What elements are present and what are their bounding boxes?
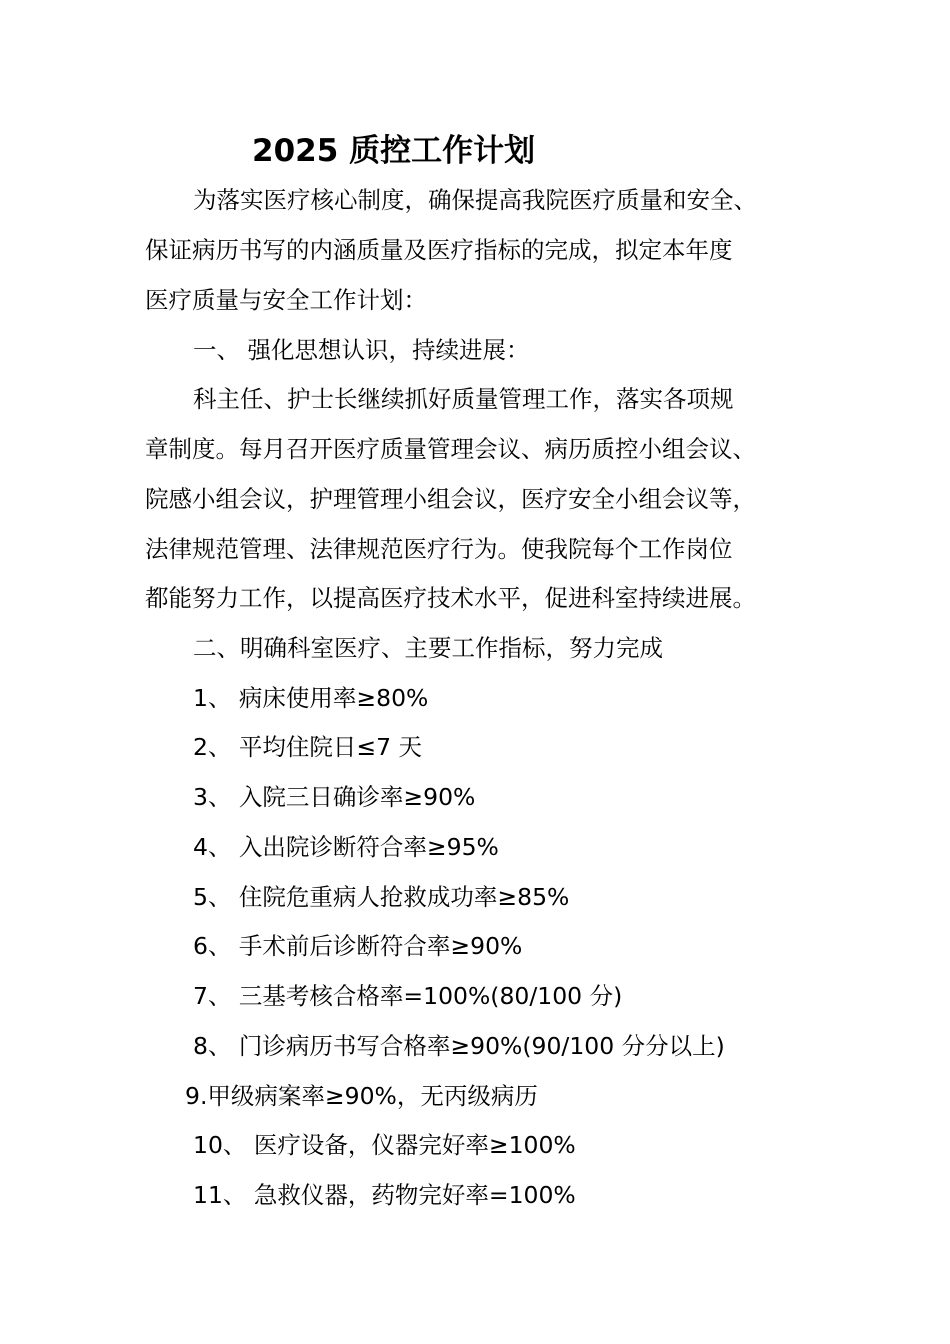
indicator-item: 4、 入出院诊断符合率≥95%: [193, 833, 499, 861]
intro-line-2: 保证病历书写的内涵质量及医疗指标的完成，拟定本年度: [145, 236, 733, 264]
section1-line-5: 都能努力工作，以提高医疗技术水平，促进科室持续进展。: [145, 584, 756, 612]
section2-heading: 二、明确科室医疗、主要工作指标，努力完成: [193, 634, 663, 662]
document-title: 2025 质控工作计划: [252, 133, 536, 169]
indicator-item: 7、 三基考核合格率=100%(80/100 分): [193, 982, 623, 1010]
indicator-item: 6、 手术前后诊断符合率≥90%: [193, 932, 523, 960]
section1-line-1: 科主任、护士长继续抓好质量管理工作，落实各项规: [193, 385, 734, 413]
indicator-item: 3、 入院三日确诊率≥90%: [193, 783, 476, 811]
indicator-item: 11、 急救仪器，药物完好率=100%: [193, 1181, 576, 1209]
section1-line-2: 章制度。每月召开医疗质量管理会议、病历质控小组会议、: [145, 435, 756, 463]
section1-line-3: 院感小组会议，护理管理小组会议，医疗安全小组会议等，: [145, 485, 756, 513]
intro-line-1: 为落实医疗核心制度，确保提高我院医疗质量和安全、: [193, 186, 757, 214]
section1-heading: 一、 强化思想认识，持续进展：: [193, 336, 530, 364]
indicator-item: 10、 医疗设备，仪器完好率≥100%: [193, 1131, 576, 1159]
indicator-item: 9.甲级病案率≥90%，无丙级病历: [185, 1082, 538, 1110]
indicator-item: 8、 门诊病历书写合格率≥90%(90/100 分分以上): [193, 1032, 725, 1060]
section1-line-4: 法律规范管理、法律规范医疗行为。使我院每个工作岗位: [145, 535, 733, 563]
indicator-item: 2、 平均住院日≤7 天: [193, 733, 423, 761]
indicator-item: 1、 病床使用率≥80%: [193, 684, 429, 712]
intro-line-3: 医疗质量与安全工作计划：: [145, 286, 427, 314]
indicator-item: 5、 住院危重病人抢救成功率≥85%: [193, 883, 570, 911]
